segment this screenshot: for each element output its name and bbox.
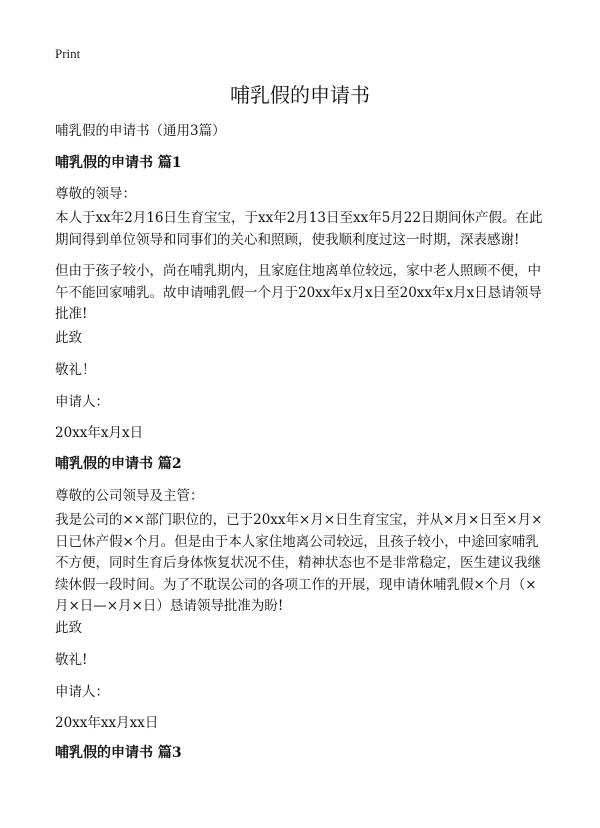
section-2-closing-1: 此致 [55, 620, 82, 636]
section-2-paragraph-1: 我是公司的××部门职位的，已于20xx年×月×日生育宝宝，并从×月×日至×月×日已休产假×个月。但是由于本人家住地离公司较远，且孩子较小，中途回家哺乳不方便，同时生育后身体恢复状况不佳，精神状态也不是非常稳定，医生建议我继续休假一段时间。为了不耽误公司的各项工作的开展，现申请休哺乳假×个月（×月×日—×月×日）恳请领导批准为盼! [55, 512, 543, 614]
section-1-closing-2: 敬礼！ [55, 362, 96, 378]
section-2-applicant: 申请人： [55, 684, 109, 700]
section-1-paragraph-1: 本人于xx年2月16日生育宝宝，于xx年2月13日至xx年5月22日期间休产假。在此期间得到单位领导和同事们的关心和照顾，使我顺利度过这一时期，深表感谢! [55, 210, 543, 248]
section-1-salutation: 尊敬的领导： [55, 186, 136, 202]
section-2-heading: 哺乳假的申请书 篇2 [55, 456, 182, 472]
page-title: 哺乳假的申请书 [230, 83, 370, 107]
section-2-salutation: 尊敬的公司领导及主管： [55, 488, 204, 504]
print-link[interactable]: Print [55, 46, 81, 61]
section-2-date: 20xx年xx月xx日 [55, 715, 159, 731]
section-1-applicant: 申请人： [55, 394, 109, 410]
section-1-heading: 哺乳假的申请书 篇1 [55, 155, 182, 171]
section-2-closing-2: 敬礼! [55, 652, 88, 668]
section-1-closing-1: 此致 [55, 330, 82, 346]
section-3-heading: 哺乳假的申请书 篇3 [55, 745, 182, 761]
section-1-paragraph-2: 但由于孩子较小，尚在哺乳期内，且家庭住地离单位较远，家中老人照顾不便，中午不能回家哺乳。故申请哺乳假一个月于20xx年x月x日至20xx年x月x日恳请领导批准! [55, 263, 542, 322]
document-subtitle: 哺乳假的申请书（通用3篇） [55, 123, 226, 139]
section-1-date: 20xx年x月x日 [55, 425, 144, 441]
